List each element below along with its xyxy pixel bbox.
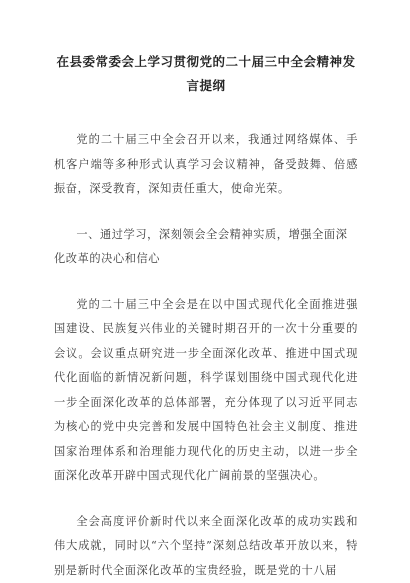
paragraph-body-1: 党的二十届三中全会是在以中国式现代化全面推进强国建设、民族复兴伟业的关键时期召开的一次十分重要的会议。会议重点研究进一步全面深化改革、推进中国式现代化面临的新情况新问题，科学谋划围绕中国式现代化进一步全面深化改革的总体部署，充分体现了以习近平同志为核心的党中央完善和发展中国特色社会主义制度、推进国家治理体系和治理能力现代化的历史主动，以进一步全面深化改革开辟中国式现代化广阔前景的坚强决心。: [54, 293, 358, 489]
paragraph-intro: 党的二十届三中全会召开以来，我通过网络媒体、手机客户端等多种形式认真学习会议精神，备受鼓舞、倍感振奋，深受教育，深知责任重大，使命光荣。: [54, 128, 358, 202]
section-heading-1: 一、通过学习，深刻领会全会精神实质，增强全面深化改革的决心和信心: [54, 223, 358, 272]
document-title: 在县委常委会上学习贯彻党的二十届三中全会精神发言提纲: [54, 50, 358, 98]
paragraph-body-2: 全会高度评价新时代以来全面深化改革的成功实践和伟大成就，同时以“六个坚持”深刻总结改革开放以来，特别是新时代全面深化改革的宝贵经验，既是党的十八届: [54, 510, 358, 583]
